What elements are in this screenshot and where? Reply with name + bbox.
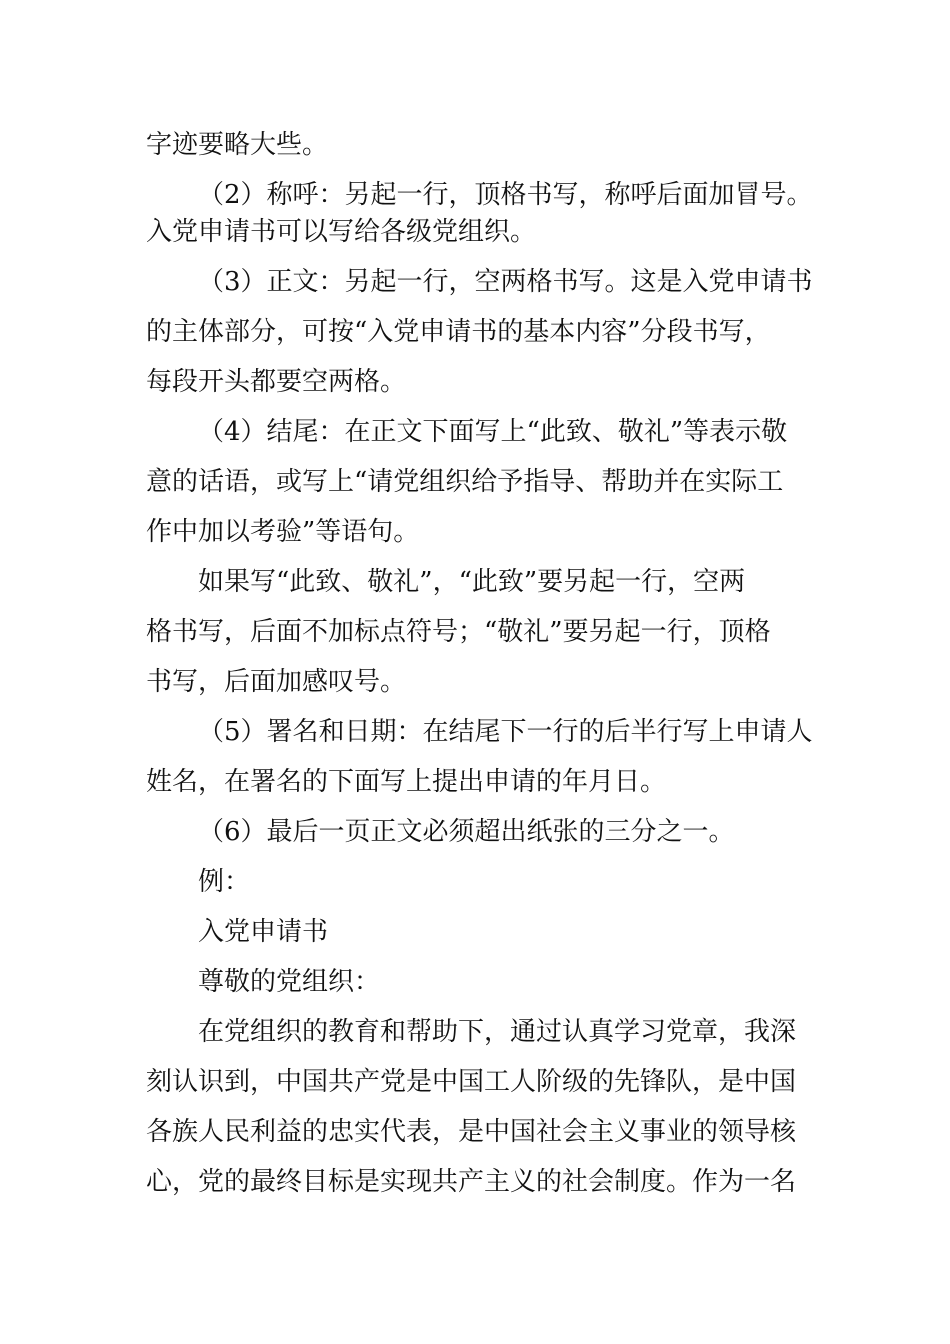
text-line: 每段开头都要空两格。 — [146, 367, 407, 397]
text-line: （2）称呼：另起一行，顶格书写，称呼后面加冒号。 — [198, 180, 813, 210]
text-line: 的主体部分，可按“入党申请书的基本内容”分段书写， — [146, 317, 771, 347]
document-body — [146, 127, 812, 1201]
text-line: 例： — [198, 867, 251, 897]
text-line: 入党申请书可以写给各级党组织。 — [146, 217, 537, 247]
text-line: （5）署名和日期：在结尾下一行的后半行写上申请人 — [198, 717, 813, 747]
text-line: 入党申请书 — [198, 917, 329, 947]
text-line: 心，党的最终目标是实现共产主义的社会制度。作为一名 — [146, 1167, 797, 1197]
text-line: 字迹要略大些。 — [146, 130, 329, 160]
text-line: 意的话语，或写上“请党组织给予指导、帮助并在实际工 — [146, 467, 784, 497]
text-line: 书写，后面加感叹号。 — [146, 667, 407, 697]
text-line: （3）正文：另起一行，空两格书写。这是入党申请书 — [198, 267, 813, 297]
text-line: 各族人民利益的忠实代表，是中国社会主义事业的领导核 — [146, 1117, 797, 1147]
text-line: 姓名，在署名的下面写上提出申请的年月日。 — [146, 767, 667, 797]
text-line: 尊敬的党组织： — [198, 967, 381, 997]
text-line: 作中加以考验”等语句。 — [146, 517, 420, 547]
text-line: （6）最后一页正文必须超出纸张的三分之一。 — [198, 817, 735, 847]
text-line: （4）结尾：在正文下面写上“此致、敬礼”等表示敬 — [198, 417, 788, 447]
text-line: 格书写，后面不加标点符号；“敬礼”要另起一行，顶格 — [146, 617, 771, 647]
text-line: 在党组织的教育和帮助下，通过认真学习党章，我深 — [198, 1017, 797, 1047]
text-line: 刻认识到，中国共产党是中国工人阶级的先锋队，是中国 — [146, 1067, 797, 1097]
text-line: 如果写“此致、敬礼”，“此致”要另起一行，空两 — [198, 567, 746, 597]
